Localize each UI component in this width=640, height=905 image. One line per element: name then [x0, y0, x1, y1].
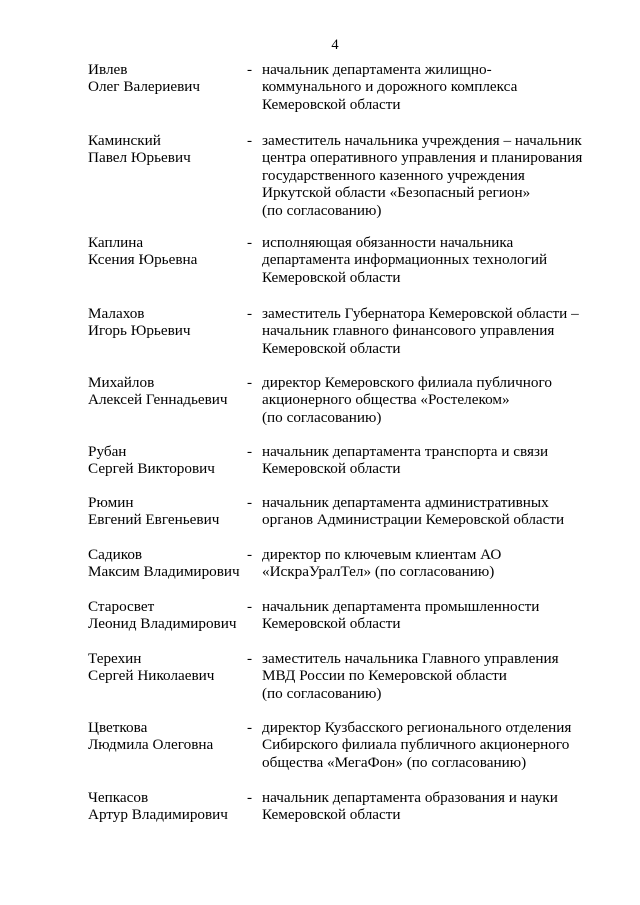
member-surname: Садиков	[88, 546, 143, 563]
position-line: (по согласованию)	[262, 201, 382, 219]
member-position	[262, 234, 602, 286]
position-line: коммунального и дорожного комплекса	[262, 78, 518, 96]
position-line: начальник департамента жилищно-	[262, 61, 492, 78]
member-name	[88, 650, 248, 685]
member-name	[88, 374, 248, 409]
member-name	[88, 305, 248, 340]
position-line: Иркутской области «Безопасный регион»	[262, 184, 531, 202]
position-line: директор Кемеровского филиала публичного	[262, 374, 552, 391]
member-surname: Каминский	[88, 132, 161, 149]
dash-separator: -	[247, 789, 253, 806]
dash-separator: -	[247, 650, 253, 667]
member-surname: Каплина	[88, 234, 144, 251]
position-line: начальник департамента транспорта и связи	[262, 443, 549, 460]
position-line: «ИскраУралТел» (по согласованию)	[262, 563, 495, 581]
dash-separator: -	[247, 494, 253, 511]
member-given-names: Павел Юрьевич	[88, 149, 191, 167]
member-surname: Терехин	[88, 650, 142, 667]
position-line: начальник департамента промышленности	[262, 598, 540, 615]
position-line: акционерного общества «Ростелеком»	[262, 391, 510, 409]
position-line: Кемеровской области	[262, 95, 401, 113]
position-line: Кемеровской области	[262, 806, 401, 824]
member-given-names: Максим Владимирович	[88, 563, 240, 581]
member-name	[88, 598, 248, 633]
member-given-names: Евгений Евгеньевич	[88, 511, 220, 529]
member-given-names: Людмила Олеговна	[88, 736, 214, 754]
member-name	[88, 494, 248, 529]
position-line: Кемеровской области	[262, 460, 401, 478]
position-line: Кемеровской области	[262, 615, 401, 633]
position-line: департамента информационных технологий	[262, 251, 548, 269]
dash-separator: -	[247, 719, 253, 736]
dash-separator: -	[247, 374, 253, 391]
dash-separator: -	[247, 598, 253, 615]
position-line: Кемеровской области	[262, 268, 401, 286]
member-given-names: Олег Валериевич	[88, 78, 201, 96]
member-surname: Старосвет	[88, 598, 155, 615]
position-line: заместитель Губернатора Кемеровской области –	[262, 305, 579, 322]
position-line: начальник главного финансового управления	[262, 322, 555, 340]
dash-separator: -	[247, 443, 253, 460]
member-name	[88, 443, 248, 478]
member-position	[262, 374, 602, 426]
member-given-names: Игорь Юрьевич	[88, 322, 191, 340]
position-line: центра оперативного управления и планирования	[262, 149, 583, 167]
position-line: начальник департамента образования и науки	[262, 789, 558, 806]
member-name	[88, 546, 248, 581]
member-position	[262, 789, 602, 824]
position-line: начальник департамента административных	[262, 494, 549, 511]
member-given-names: Сергей Николаевич	[88, 667, 215, 685]
member-position	[262, 546, 602, 581]
position-line: директор по ключевым клиентам АО	[262, 546, 502, 563]
position-line: (по согласованию)	[262, 684, 382, 702]
position-line: заместитель начальника учреждения – начальник	[262, 132, 582, 149]
member-given-names: Ксения Юрьевна	[88, 251, 198, 269]
position-line: общества «МегаФон» (по согласованию)	[262, 753, 527, 771]
member-given-names: Сергей Викторович	[88, 460, 215, 478]
member-name	[88, 719, 248, 754]
member-surname: Малахов	[88, 305, 145, 322]
member-surname: Чепкасов	[88, 789, 149, 806]
member-given-names: Леонид Владимирович	[88, 615, 237, 633]
member-name	[88, 61, 248, 96]
position-line: органов Администрации Кемеровской области	[262, 511, 565, 529]
member-surname: Цветкова	[88, 719, 148, 736]
position-line: директор Кузбасского регионального отделения	[262, 719, 572, 736]
dash-separator: -	[247, 132, 253, 149]
position-line: (по согласованию)	[262, 408, 382, 426]
member-given-names: Алексей Геннадьевич	[88, 391, 228, 409]
member-given-names: Артур Владимирович	[88, 806, 228, 824]
member-position	[262, 132, 602, 219]
member-surname: Рубан	[88, 443, 127, 460]
dash-separator: -	[247, 61, 253, 78]
member-surname: Рюмин	[88, 494, 134, 511]
position-line: Кемеровской области	[262, 339, 401, 357]
position-line: заместитель начальника Главного управления	[262, 650, 559, 667]
position-line: государственного казенного учреждения	[262, 166, 525, 184]
member-position	[262, 598, 602, 633]
member-surname: Михайлов	[88, 374, 155, 391]
member-position	[262, 650, 602, 702]
dash-separator: -	[247, 234, 253, 251]
dash-separator: -	[247, 305, 253, 322]
member-name	[88, 234, 248, 269]
position-line: исполняющая обязанности начальника	[262, 234, 514, 251]
member-position	[262, 305, 602, 357]
position-line: МВД России по Кемеровской области	[262, 667, 507, 685]
member-position	[262, 494, 602, 529]
page-number: 4	[331, 37, 339, 53]
member-position	[262, 61, 602, 113]
member-position	[262, 443, 602, 478]
dash-separator: -	[247, 546, 253, 563]
position-line: Сибирского филиала публичного акционерного	[262, 736, 570, 754]
member-name	[88, 132, 248, 167]
member-position	[262, 719, 602, 771]
member-name	[88, 789, 248, 824]
member-surname: Ивлев	[88, 61, 128, 78]
